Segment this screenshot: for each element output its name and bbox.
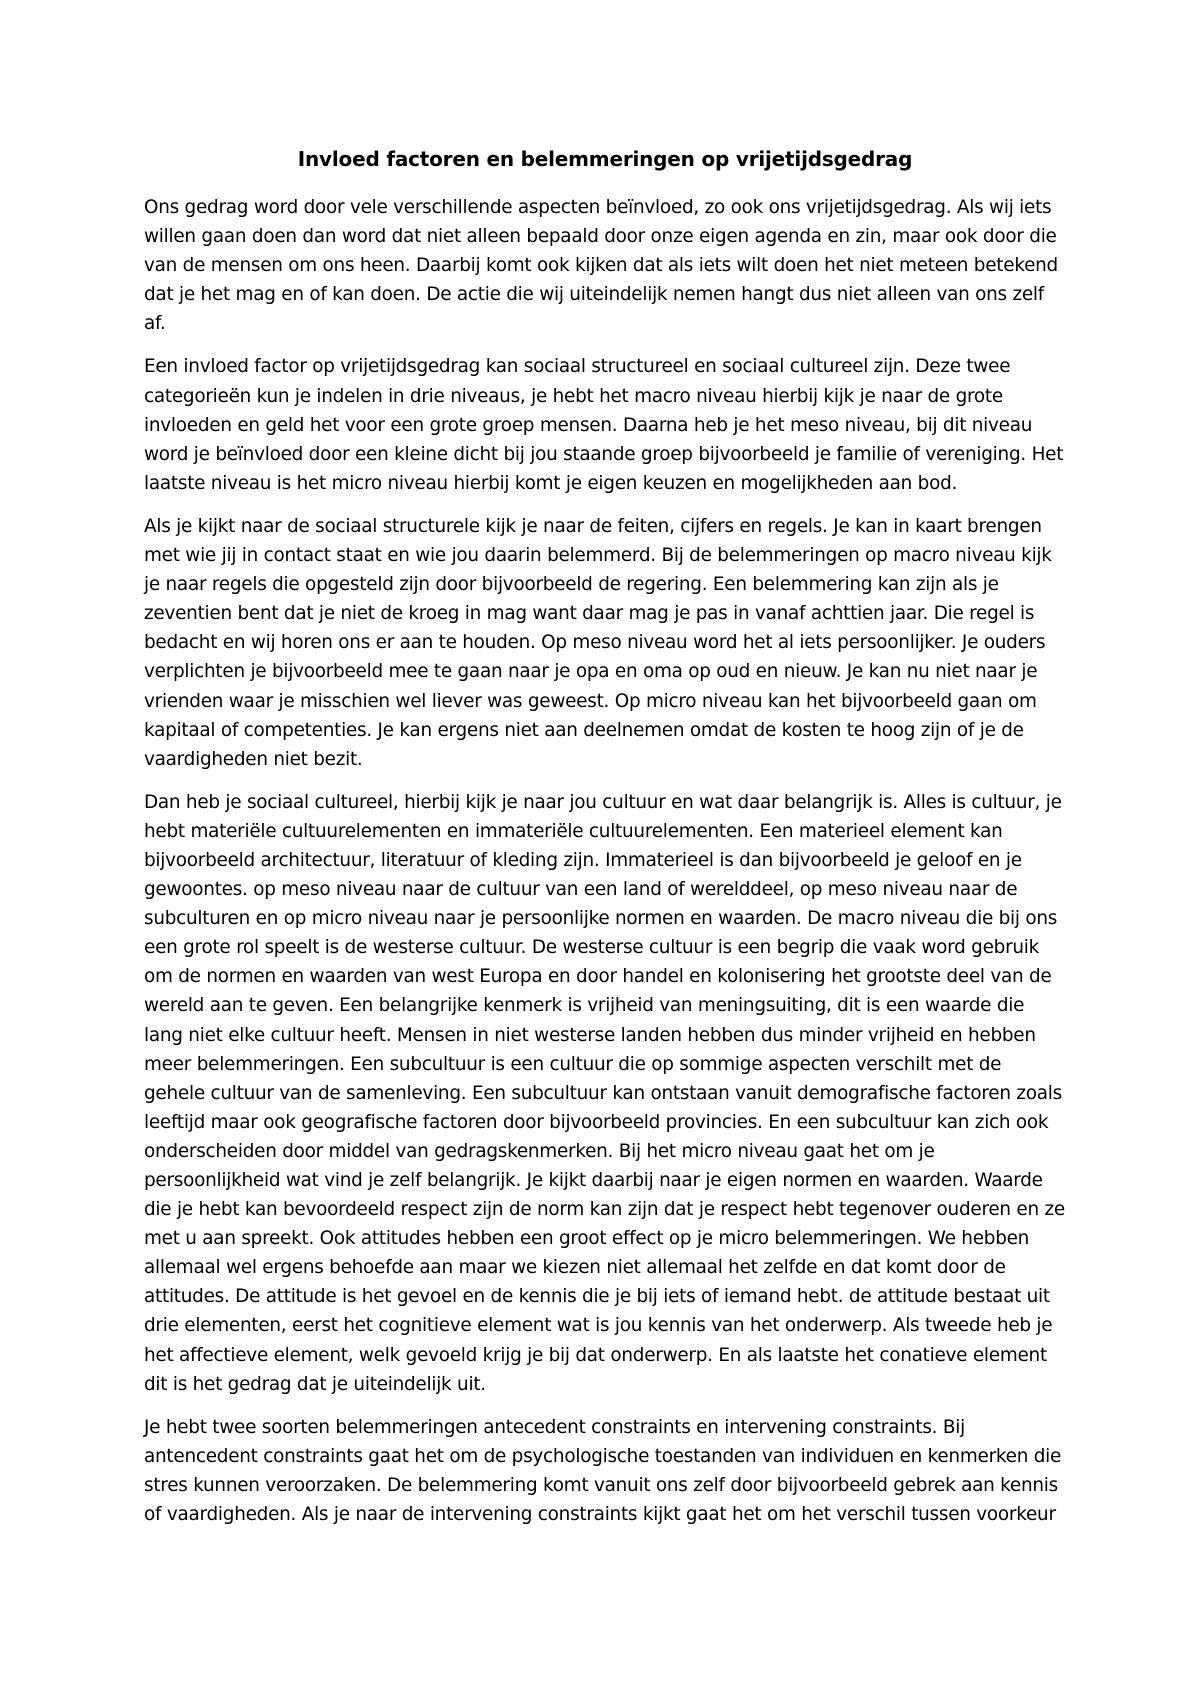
document-title: Invloed factoren en belemmeringen op vrijetijdsgedrag [297,147,913,171]
document-body [144,140,1066,1543]
paragraph-influence-factors: Een invloed factor op vrijetijdsgedrag kan sociaal structureel en sociaal cultureel zijn. Deze twee categorieën kun je indelen in drie niveaus, je hebt het macro niveau hierbij kijk je naar de grote invloeden en geld het voor een grote groep mensen. Daarna heb je het meso niveau, bij dit niveau word je beïnvloed door een kleine dicht bij jou staande groep bijvoorbeeld je familie of vereniging. Het laatste niveau is het micro niveau hierbij komt je eigen keuzen en mogelijkheden aan bod. [144,356,1064,494]
paragraph-introduction: Ons gedrag word door vele verschillende aspecten beïnvloed, zo ook ons vrijetijdsgedrag. Als wij iets willen gaan doen dan word dat niet alleen bepaald door onze eigen agenda en zin, maar ook door die van de mensen om ons heen. Daarbij komt ook kijken dat als iets wilt doen het niet meteen betekend dat je het mag en of kan doen. De actie die wij uiteindelijk nemen hangt dus niet alleen van ons zelf af. [144,197,1058,335]
paragraph-social-cultural: Dan heb je sociaal cultureel, hierbij kijk je naar jou cultuur en wat daar belangrijk is. Alles is cultuur, je hebt materiële cultuurelementen en immateriële cultuurelementen. Een materieel element kan bijvoorbeeld architectuur, literatuur of kleding zijn. Immaterieel is dan bijvoorbeeld je geloof en je gewoontes. op meso niveau naar de cultuur van een land of werelddeel, op meso niveau naar de subculturen en op micro niveau naar je persoonlijke normen en waarden. De macro niveau die bij ons een grote rol speelt is de westerse cultuur. De westerse cultuur is een begrip die vaak word gebruik om de normen en waarden van west Europa en door handel en kolonisering het grootste deel van de wereld aan te geven. Een belangrijke kenmerk is vrijheid van meningsuiting, dit is een waarde die lang niet elke cultuur heeft. Mensen in niet westerse landen hebben dus minder vrijheid en hebben meer belemmeringen. Een subcultuur is een cultuur die op sommige aspecten verschilt met de gehele cultuur van de samenleving. Een subcultuur kan ontstaan vanuit demografische factoren zoals leeftijd maar ook geografische factoren door bijvoorbeeld provincies. En een subcultuur kan zich ook onderscheiden door middel van gedragskenmerken. Bij het micro niveau gaat het om je persoonlijkheid wat vind je zelf belangrijk. Je kijkt daarbij naar je eigen normen en waarden. Waarde die je hebt kan bevoordeeld respect zijn de norm kan zijn dat je respect hebt tegenover ouderen en ze met u aan spreekt. Ook attitudes hebben een groot effect op je micro belemmeringen. We hebben allemaal wel ergens behoefde aan maar we kiezen niet allemaal het zelfde en dat komt door de attitudes. De attitude is het gevoel en de kennis die je bij iets of iemand hebt. de attitude bestaat uit drie elementen, eerst het cognitieve element wat is jou kennis van het onderwerp. Als tweede heb je het affectieve element, welk gevoeld krijg je bij dat onderwerp. En als laatste het conatieve element dit is het gedrag dat je uiteindelijk uit. [144,791,1065,1395]
paragraph-social-structural: Als je kijkt naar de sociaal structurele kijk je naar de feiten, cijfers en regels. Je kan in kaart brengen met wie jij in contact staat en wie jou daarin belemmerd. Bij de belemmeringen op macro niveau kijk je naar regels die opgesteld zijn door bijvoorbeeld de regering. Een belemmering kan zijn als je zeventien bent dat je niet de kroeg in mag want daar mag je pas in vanaf achttien jaar. Die regel is bedacht en wij horen ons er aan te houden. Op meso niveau word het al iets persoonlijker. Je ouders verplichten je bijvoorbeeld mee te gaan naar je opa en oma op oud en nieuw. Je kan nu niet naar je vrienden waar je misschien wel liever was geweest. Op micro niveau kan het bijvoorbeeld gaan om kapitaal of competenties. Je kan ergens niet aan deelnemen omdat de kosten te hoog zijn of je de vaardigheden niet bezit. [144,515,1052,770]
paragraph-constraints: Je hebt twee soorten belemmeringen antecedent constraints en intervening constraints. Bij antencedent constraints gaat het om de psychologische toestanden van individuen en kenmerken die stres kunnen veroorzaken. De belemmering komt vanuit ons zelf door bijvoorbeeld gebrek aan kennis of vaardigheden. Als je naar de intervening constraints kijkt gaat het om het verschil tussen voorkeur [144,1416,1062,1526]
